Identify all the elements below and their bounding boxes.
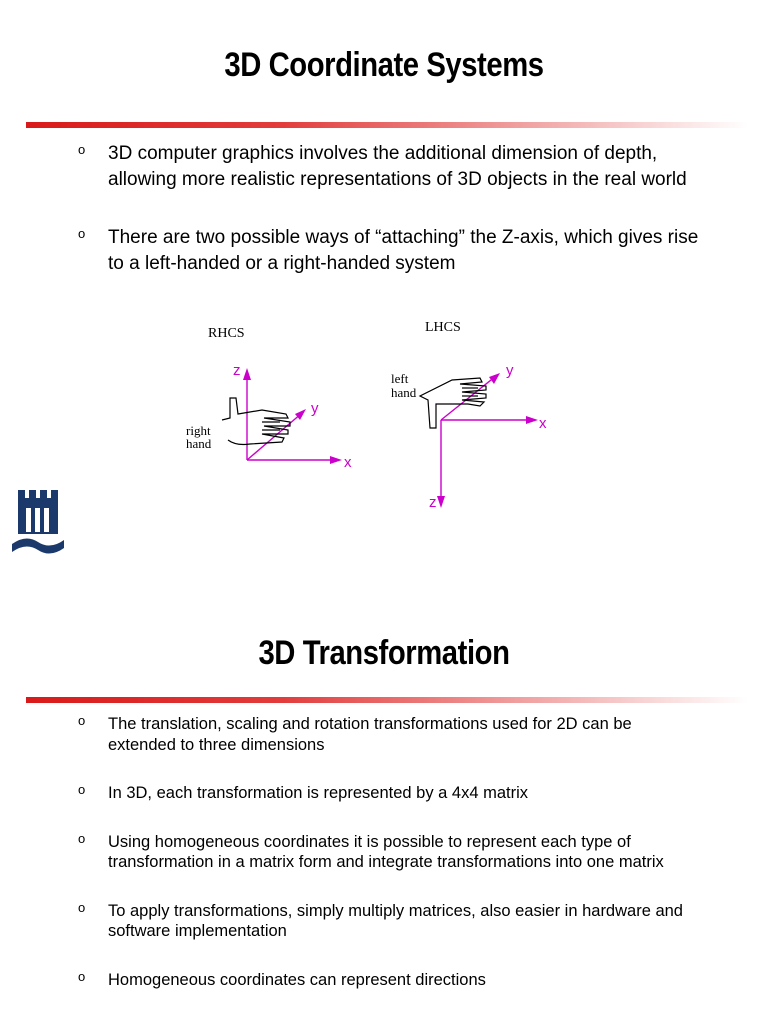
list-item: o To apply transformations, simply multiply matrices, also easier in hardware and software implementation: [78, 899, 683, 940]
lhcs-caption: LHCS: [425, 320, 461, 335]
lhcs-x-label: x: [539, 415, 547, 432]
right-hand-label: right hand: [186, 423, 212, 451]
university-castle-logo: [12, 486, 64, 558]
lhcs-z-label: z: [429, 494, 437, 511]
list-item: o There are two possible ways of “attaching” the Z-axis, which gives rise to a left-handed or a right-handed system: [78, 225, 718, 277]
rhcs-x-label: x: [344, 454, 352, 471]
list-item: o 3D computer graphics involves the additional dimension of depth, allowing more realistic representations of 3D objects in the real world: [78, 141, 718, 193]
right-hand-icon: [222, 398, 290, 445]
bullet-circle-icon: o: [78, 782, 86, 797]
rhcs-axes: [243, 368, 342, 464]
bullet-circle-icon: o: [78, 713, 86, 728]
bullet-circle-icon: o: [78, 142, 86, 157]
list-item: o In 3D, each transformation is represented by a 4x4 matrix: [78, 782, 529, 802]
bullet-circle-icon: o: [78, 968, 86, 984]
slide-1-title: 3D Coordinate Systems: [224, 46, 544, 84]
rhcs-y-label: y: [311, 400, 319, 417]
lhcs-axes: [437, 373, 538, 508]
rhcs-caption: RHCS: [208, 326, 245, 341]
bullet-circle-icon: o: [78, 226, 86, 241]
list-item: o The translation, scaling and rotation transformations used for 2D can be extended to three dimensions: [78, 713, 632, 754]
list-item: o Homogeneous coordinates can represent directions: [78, 968, 486, 989]
slide-2-title-rule: [26, 697, 748, 703]
bullet-circle-icon: o: [78, 830, 86, 846]
list-item: o Using homogeneous coordinates it is possible to represent each type of transformation in a matrix form and integrate transformations into one matrix: [78, 830, 664, 871]
slide-2-title: 3D Transformation: [258, 634, 510, 672]
left-hand-label: left hand: [391, 371, 417, 400]
slide-2-bullet-list: [78, 714, 698, 1018]
rhcs-z-label: z: [233, 362, 241, 379]
lhcs-y-label: y: [506, 362, 514, 379]
bullet-circle-icon: o: [78, 899, 86, 915]
